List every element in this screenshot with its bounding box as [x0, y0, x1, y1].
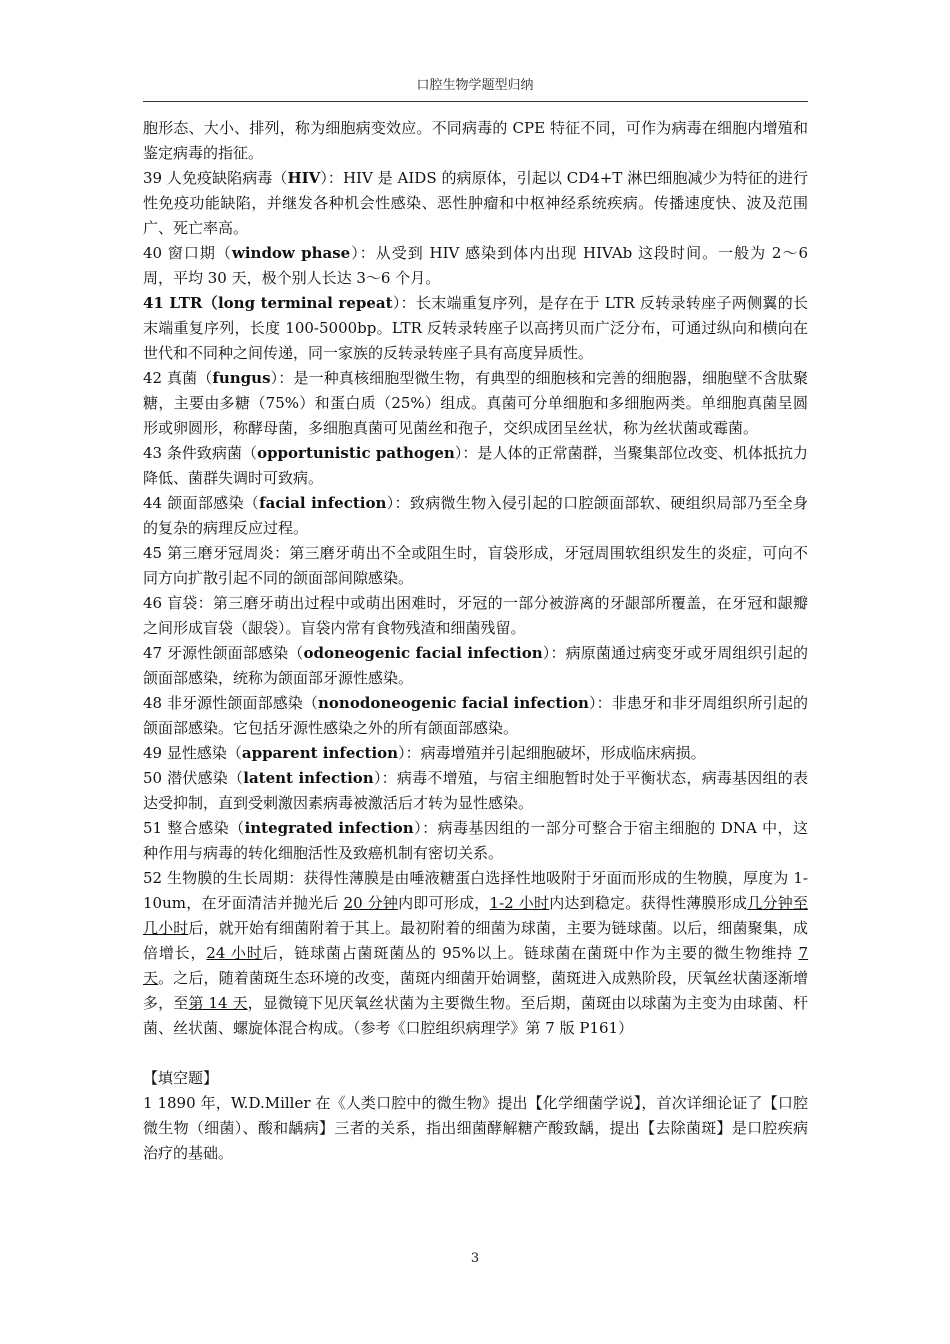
- underlined-14days: 第 14 天: [188, 994, 248, 1012]
- entry-49: 49 显性感染（apparent infection）：病毒增殖并引起细胞破坏，形成临床病损。: [143, 744, 706, 762]
- underlined-24h: 24 小时: [206, 944, 263, 962]
- entry-46: 46 盲袋：第三磨牙萌出过程中或萌出困难时，牙冠的一部分被游离的牙龈部所覆盖，在牙冠和龈瓣之间形成盲袋（龈袋）。盲袋内常有食物残渣和细菌残留。: [143, 594, 808, 637]
- entry-43: 43 条件致病菌（opportunistic pathogen）：是人体的正常菌群，当聚集部位改变、机体抵抗力降低、菌群失调时可致病。: [143, 444, 809, 487]
- entry-40: 40 窗口期（window phase）：从受到 HIV 感染到体内出现 HIVAb 这段时间。一般为 2～6 周，平均 30 天，极个别人长达 3～6 个月。: [143, 244, 809, 287]
- entry-51: 51 整合感染（integrated infection）：病毒基因组的一部分可整合于宿主细胞的 DNA 中，这种作用与病毒的转化细胞活性及致癌机制有密切关系。: [143, 819, 808, 862]
- fill-in-heading: 【填空题】: [143, 1069, 219, 1087]
- entry-49-term: apparent infection: [241, 744, 399, 762]
- entry-51-term: integrated infection: [244, 819, 414, 837]
- underlined-7days: 7 天: [143, 944, 808, 987]
- entry-52: 52 生物膜的生长周期：获得性薄膜是由唾液糖蛋白选择性地吸附于牙面而形成的生物膜，厚度为 1-10um，在牙面清洁并抛光后 20 分钟内即可形成，1-2 小时内达到稳定。获得性薄膜形成几分钟至几小时后，就开始有细菌附着于其上。最初附着的细菌为球菌，主要为链球菌。以后，细菌聚集，成倍增长，24 小时后，链球菌占菌斑菌丛的 95%以上。链球菌在菌斑中作为主要的微生物维持 7 天。之后，随着菌斑生态环境的改变，菌斑内细菌开始调整，菌斑进入成熟阶段，厌氧丝状菌逐渐增多，至第 14 天，显微镜下见厌氧丝状菌为主要微生物。至后期，菌斑由以球菌为主变为由球菌、杆菌、丝状菌、螺旋体混合构成。（参考《口腔组织病理学》第 7 版 P161）: [143, 869, 808, 1037]
- underlined-minutes-hours: 几分钟至几小时: [143, 894, 808, 937]
- entry-48-term: nonodoneogenic facial infection: [318, 694, 589, 712]
- entry-continuation: 胞形态、大小、排列，称为细胞病变效应。不同病毒的 CPE 特征不同，可作为病毒在细胞内增殖和鉴定病毒的指征。: [143, 119, 808, 162]
- entry-39: 39 人免疫缺陷病毒（HIV）：HIV 是 AIDS 的病原体，引起以 CD4+T 淋巴细胞减少为特征的进行性免疫功能缺陷，并继发各种机会性感染、恶性肿瘤和中枢神经系统疾病。传播速度快、波及范围广、死亡率高。: [143, 169, 808, 237]
- entry-40-term: window phase: [231, 244, 351, 262]
- entry-44: 44 颌面部感染（facial infection）：致病微生物入侵引起的口腔颌面部软、硬组织局部乃至全身的复杂的病理反应过程。: [143, 494, 808, 537]
- entry-42-term: fungus: [212, 369, 271, 387]
- entry-39-term: HIV: [287, 169, 321, 187]
- page-content: [143, 116, 808, 1166]
- underlined-1-2h: 1-2 小时: [489, 894, 550, 912]
- entry-45: 45 第三磨牙冠周炎：第三磨牙萌出不全或阻生时，盲袋形成，牙冠周围软组织发生的炎症，可向不同方向扩散引起不同的颌面部间隙感染。: [143, 544, 808, 587]
- entry-50: 50 潜伏感染（latent infection）：病毒不增殖，与宿主细胞暂时处于平衡状态，病毒基因组的表达受抑制，直到受刺激因素病毒被激活后才转为显性感染。: [143, 769, 808, 812]
- entry-48: 48 非牙源性颌面部感染（nonodoneogenic facial infection）：非患牙和非牙周组织所引起的颌面部感染。它包括牙源性感染之外的所有颌面部感染。: [143, 694, 808, 737]
- fill-in-question-1: 1 1890 年，W.D.Miller 在《人类口腔中的微生物》提出【化学细菌学说】，首次详细论证了【口腔微生物（细菌）、酸和龋病】三者的关系，指出细菌酵解糖产酸致龋，提出【去除菌斑】是口腔疾病治疗的基础。: [143, 1094, 808, 1162]
- entry-42: 42 真菌（fungus）：是一种真核细胞型微生物，有典型的细胞核和完善的细胞器，细胞壁不含肽聚糖，主要由多糖（75%）和蛋白质（25%）组成。真菌可分单细胞和多细胞两类。单细胞真菌呈圆形或卵圆形，称酵母菌，多细胞真菌可见菌丝和孢子，交织成团呈丝状，称为丝状菌或霉菌。: [143, 369, 808, 437]
- entry-47-term: odoneogenic facial infection: [303, 644, 543, 662]
- entry-43-term: opportunistic pathogen: [257, 444, 455, 462]
- header-rule: [143, 101, 808, 102]
- entry-47: 47 牙源性颌面部感染（odoneogenic facial infection）：病原菌通过病变牙或牙周组织引起的颌面部感染，统称为颌面部牙源性感染。: [143, 644, 809, 687]
- page-header: 口腔生物学题型归纳: [416, 78, 534, 93]
- entry-41: 41 LTR（long terminal repeat）：长末端重复序列，是存在于 LTR 反转录转座子两侧翼的长末端重复序列，长度 100-5000bp。LTR 反转录转座子以高拷贝而广泛分布，可通过纵向和横向在世代和不同种之间传递，同一家族的反转录转座子具有高度异质性。: [143, 294, 809, 362]
- underlined-20min: 20 分钟: [343, 894, 399, 912]
- page-number: 3: [470, 1251, 480, 1266]
- entry-50-term: latent infection: [243, 769, 374, 787]
- entry-41-term: 41 LTR（long terminal repeat: [143, 294, 393, 312]
- entry-44-term: facial infection: [259, 494, 387, 512]
